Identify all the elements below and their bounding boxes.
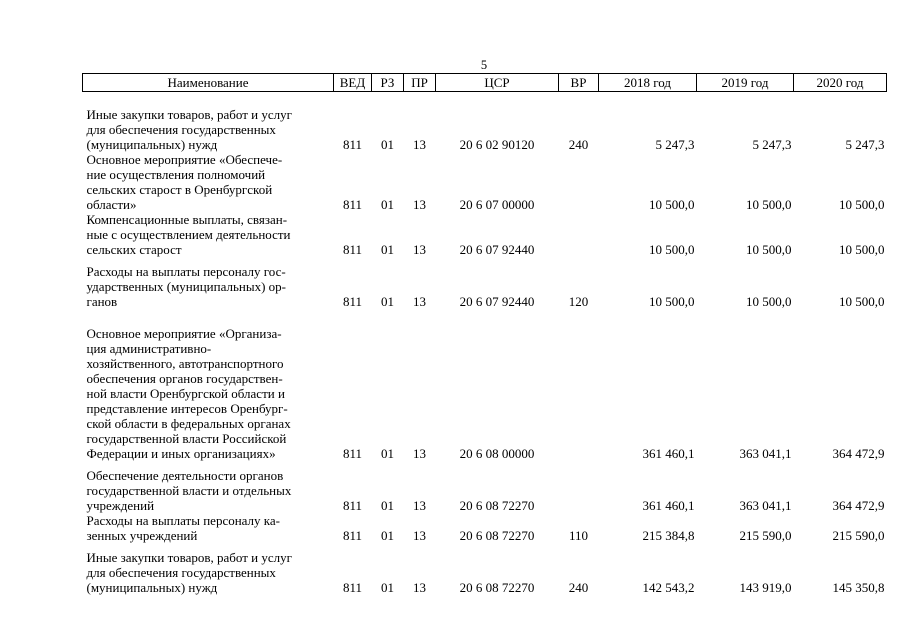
cell-2018: 142 543,2 bbox=[642, 580, 695, 595]
cell-csr: 20 6 07 00000 bbox=[459, 197, 535, 212]
cell-2020: 145 350,8 bbox=[832, 580, 885, 595]
cell-name bbox=[83, 461, 334, 513]
name-line: государственной власти и отдельных bbox=[86, 483, 292, 498]
cell-2020: 215 590,0 bbox=[832, 528, 885, 543]
name-line: ные с осуществлением деятельности bbox=[86, 227, 291, 242]
name-line: Обеспечение деятельности органов bbox=[86, 468, 284, 483]
cell-rz: 01 bbox=[381, 446, 394, 461]
cell-pr: 13 bbox=[413, 294, 426, 309]
table-row bbox=[83, 513, 887, 543]
cell-name bbox=[83, 543, 334, 595]
name-line: ной власти Оренбургской области и bbox=[86, 386, 285, 401]
name-line: Расходы на выплаты персоналу гос- bbox=[86, 264, 286, 279]
cell-vr: 110 bbox=[568, 528, 589, 543]
cell-csr: 20 6 08 72270 bbox=[459, 580, 535, 595]
cell-ved: 811 bbox=[342, 580, 363, 595]
table-row bbox=[83, 152, 887, 212]
cell-2018: 5 247,3 bbox=[655, 137, 695, 152]
cell-pr: 13 bbox=[413, 580, 426, 595]
name-line: для обеспечения государственных bbox=[86, 122, 276, 137]
table-body bbox=[83, 92, 887, 596]
table-row bbox=[83, 461, 887, 513]
cell-rz: 01 bbox=[381, 137, 394, 152]
budget-table bbox=[82, 73, 887, 595]
cell-name bbox=[83, 212, 334, 257]
page-number: 5 bbox=[480, 58, 488, 72]
cell-2020: 364 472,9 bbox=[832, 446, 885, 461]
name-line: Иные закупки товаров, работ и услуг bbox=[86, 107, 292, 122]
cell-pr: 13 bbox=[413, 446, 426, 461]
name-line: для обеспечения государственных bbox=[86, 565, 276, 580]
cell-name bbox=[83, 309, 334, 461]
cell-vr bbox=[559, 309, 599, 461]
cell-2020: 5 247,3 bbox=[845, 137, 885, 152]
cell-vr bbox=[559, 152, 599, 212]
header-2020: 2020 год bbox=[794, 74, 887, 92]
table-row bbox=[83, 543, 887, 595]
name-line: государственной власти Российской bbox=[86, 431, 287, 446]
cell-2018: 361 460,1 bbox=[642, 498, 695, 513]
name-line: Основное мероприятие «Обеспече- bbox=[86, 152, 283, 167]
cell-ved: 811 bbox=[342, 197, 363, 212]
cell-2018: 10 500,0 bbox=[649, 294, 695, 309]
table-row bbox=[83, 257, 887, 309]
cell-vr bbox=[559, 212, 599, 257]
cell-ved: 811 bbox=[342, 137, 363, 152]
cell-rz: 01 bbox=[381, 580, 394, 595]
cell-2019: 215 590,0 bbox=[739, 528, 792, 543]
header-2018: 2018 год bbox=[599, 74, 697, 92]
name-line: хозяйственного, автотранспортного bbox=[86, 356, 284, 371]
cell-ved: 811 bbox=[342, 446, 363, 461]
header-pr: ПР bbox=[404, 74, 436, 92]
cell-vr: 240 bbox=[568, 580, 589, 595]
table-row bbox=[83, 92, 887, 153]
cell-2018: 10 500,0 bbox=[649, 242, 695, 257]
cell-csr: 20 6 07 92440 bbox=[459, 242, 535, 257]
table-header-row bbox=[83, 74, 887, 92]
header-ved: ВЕД bbox=[334, 74, 372, 92]
name-line: ганов bbox=[86, 294, 118, 309]
cell-rz: 01 bbox=[381, 242, 394, 257]
cell-rz: 01 bbox=[381, 294, 394, 309]
cell-2019: 10 500,0 bbox=[746, 242, 792, 257]
cell-2020: 10 500,0 bbox=[839, 197, 885, 212]
cell-2019: 10 500,0 bbox=[746, 294, 792, 309]
name-line: Основное мероприятие «Организа- bbox=[86, 326, 282, 341]
name-line: обеспечения органов государствен- bbox=[86, 371, 283, 386]
header-csr: ЦСР bbox=[436, 74, 559, 92]
cell-2020: 10 500,0 bbox=[839, 294, 885, 309]
cell-2019: 5 247,3 bbox=[752, 137, 792, 152]
cell-csr: 20 6 08 00000 bbox=[459, 446, 535, 461]
cell-rz: 01 bbox=[381, 498, 394, 513]
table-row bbox=[83, 309, 887, 461]
cell-vr bbox=[559, 461, 599, 513]
name-line: ударственных (муниципальных) ор- bbox=[86, 279, 286, 294]
cell-ved: 811 bbox=[342, 528, 363, 543]
cell-name bbox=[83, 92, 334, 153]
name-line: Иные закупки товаров, работ и услуг bbox=[86, 550, 292, 565]
cell-2018: 361 460,1 bbox=[642, 446, 695, 461]
cell-2020: 10 500,0 bbox=[839, 242, 885, 257]
name-line: представление интересов Оренбург- bbox=[86, 401, 288, 416]
table-row bbox=[83, 212, 887, 257]
cell-2019: 363 041,1 bbox=[739, 446, 792, 461]
cell-pr: 13 bbox=[413, 242, 426, 257]
name-line: сельских старост в Оренбургской bbox=[86, 182, 273, 197]
cell-ved: 811 bbox=[342, 242, 363, 257]
name-line: (муниципальных) нужд bbox=[86, 580, 218, 595]
cell-csr: 20 6 07 92440 bbox=[459, 294, 535, 309]
cell-2019: 10 500,0 bbox=[746, 197, 792, 212]
cell-2019: 363 041,1 bbox=[739, 498, 792, 513]
name-line: ние осуществления полномочий bbox=[86, 167, 266, 182]
header-name: Наименование bbox=[83, 74, 334, 92]
cell-pr: 13 bbox=[413, 528, 426, 543]
name-line: (муниципальных) нужд bbox=[86, 137, 218, 152]
cell-2019: 143 919,0 bbox=[739, 580, 792, 595]
name-line: сельских старост bbox=[86, 242, 182, 257]
name-line: учреждений bbox=[86, 498, 155, 513]
cell-vr: 240 bbox=[568, 137, 589, 152]
name-line: ской области в федеральных органах bbox=[86, 416, 291, 431]
cell-pr: 13 bbox=[413, 498, 426, 513]
cell-rz: 01 bbox=[381, 197, 394, 212]
cell-rz: 01 bbox=[381, 528, 394, 543]
cell-name bbox=[83, 257, 334, 309]
name-line: Компенсационные выплаты, связан- bbox=[86, 212, 288, 227]
cell-pr: 13 bbox=[413, 137, 426, 152]
cell-csr: 20 6 02 90120 bbox=[459, 137, 535, 152]
header-2019: 2019 год bbox=[697, 74, 794, 92]
name-line: зенных учреждений bbox=[86, 528, 198, 543]
cell-2018: 215 384,8 bbox=[642, 528, 695, 543]
cell-2020: 364 472,9 bbox=[832, 498, 885, 513]
cell-csr: 20 6 08 72270 bbox=[459, 498, 535, 513]
name-line: области» bbox=[86, 197, 137, 212]
cell-csr: 20 6 08 72270 bbox=[459, 528, 535, 543]
header-vr: ВР bbox=[559, 74, 599, 92]
cell-2018: 10 500,0 bbox=[649, 197, 695, 212]
cell-ved: 811 bbox=[342, 294, 363, 309]
name-line: Федерации и иных организациях» bbox=[86, 446, 276, 461]
cell-name bbox=[83, 152, 334, 212]
name-line: ция административно- bbox=[86, 341, 212, 356]
header-rz: РЗ bbox=[372, 74, 404, 92]
cell-name bbox=[83, 513, 334, 543]
cell-vr: 120 bbox=[568, 294, 589, 309]
cell-ved: 811 bbox=[342, 498, 363, 513]
name-line: Расходы на выплаты персоналу ка- bbox=[86, 513, 281, 528]
cell-pr: 13 bbox=[413, 197, 426, 212]
